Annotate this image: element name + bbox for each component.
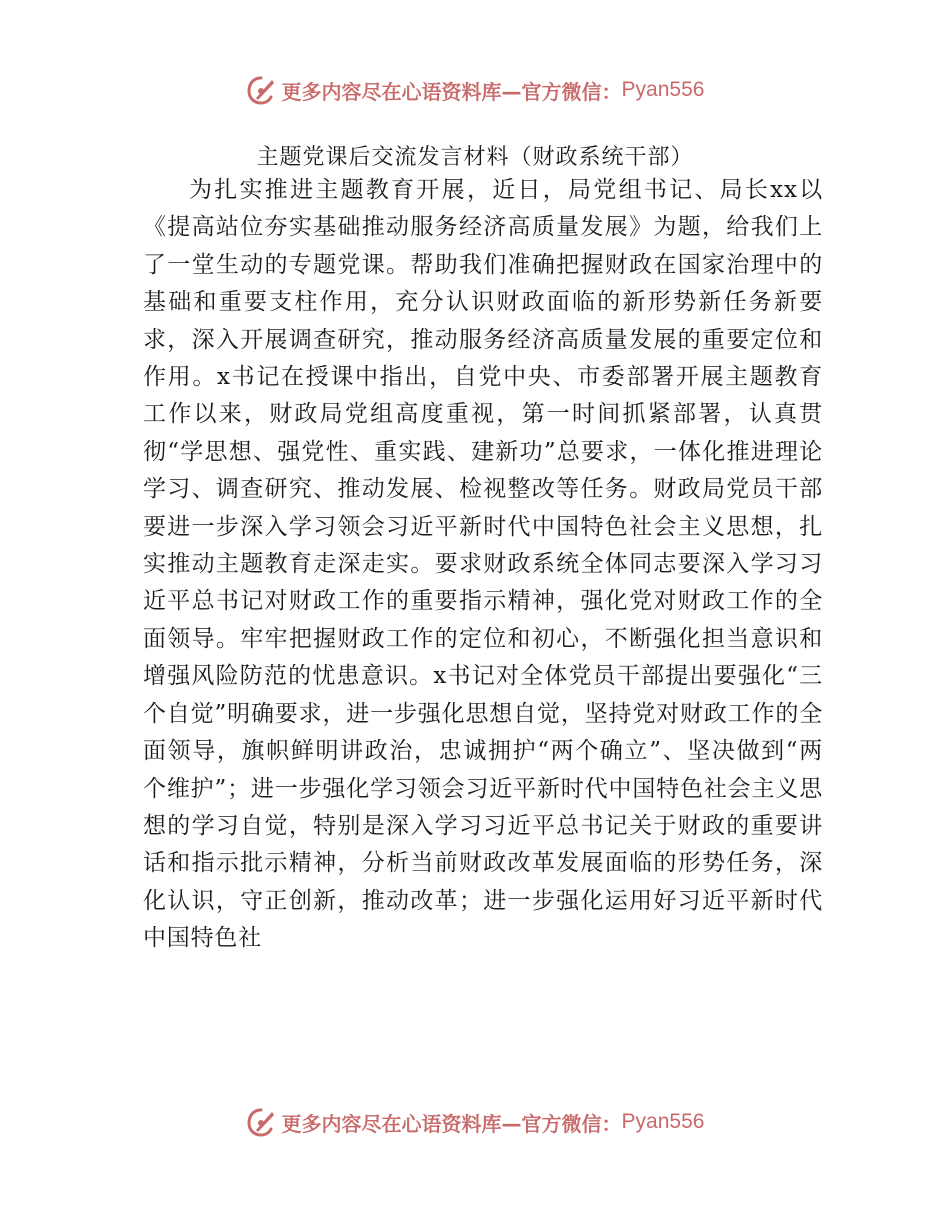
quill-logo-icon bbox=[246, 1106, 276, 1138]
banner-wechat-handle: Pyan556 bbox=[621, 1110, 705, 1133]
banner-text: 更多内容尽在心语资料库—官方微信： bbox=[281, 79, 622, 104]
body-paragraph: 为扎实推进主题教育开展，近日，局党组书记、局长xx以《提高站位夯实基础推动服务经济高质量发展》为题，给我们上了一堂生动的专题党课。帮助我们准确把握财政在国家治理中的基础和重要支柱作用，充分认识财政面临的新形势新任务新要求，深入开展调查研究，推动服务经济高质量发展的重要定位和作用。x书记在授课中指出，自党中央、市委部署开展主题教育工作以来，财政局党组高度重视，第一时间抓紧部署，认真贯彻“学思想、强党性、重实践、建新功”总要求，一体化推进理论学习、调查研究、推动发展、检视整改等任务。财政局党员干部要进一步深入学习领会习近平新时代中国特色社会主义思想，扎实推动主题教育走深走实。要求财政系统全体同志要深入学习习近平总书记对财政工作的重要指示精神，强化党对财政工作的全面领导。牢牢把握财政工作的定位和初心，不断强化担当意识和增强风险防范的忧患意识。x书记对全体党员干部提出要强化“三个自觉”明确要求，进一步强化思想自觉，坚持党对财政工作的全面领导，旗帜鲜明讲政治，忠诚拥护“两个确立”、坚决做到“两个维护”；进一步强化学习领会习近平新时代中国特色社会主义思想的学习自觉，特别是深入学习习近平总书记关于财政的重要讲话和指示批示精神，分析当前财政改革发展面临的形势任务，深化认识，守正创新，推动改革；进一步强化运用好习近平新时代中国特色社 bbox=[143, 177, 823, 952]
header-banner bbox=[0, 70, 950, 110]
quill-logo-icon bbox=[246, 74, 276, 106]
footer-banner bbox=[0, 1102, 950, 1142]
document-title: 主题党课后交流发言材料（财政系统干部） bbox=[256, 145, 694, 170]
banner-wechat-handle: Pyan556 bbox=[621, 78, 705, 101]
banner-text: 更多内容尽在心语资料库—官方微信： bbox=[281, 1111, 622, 1136]
